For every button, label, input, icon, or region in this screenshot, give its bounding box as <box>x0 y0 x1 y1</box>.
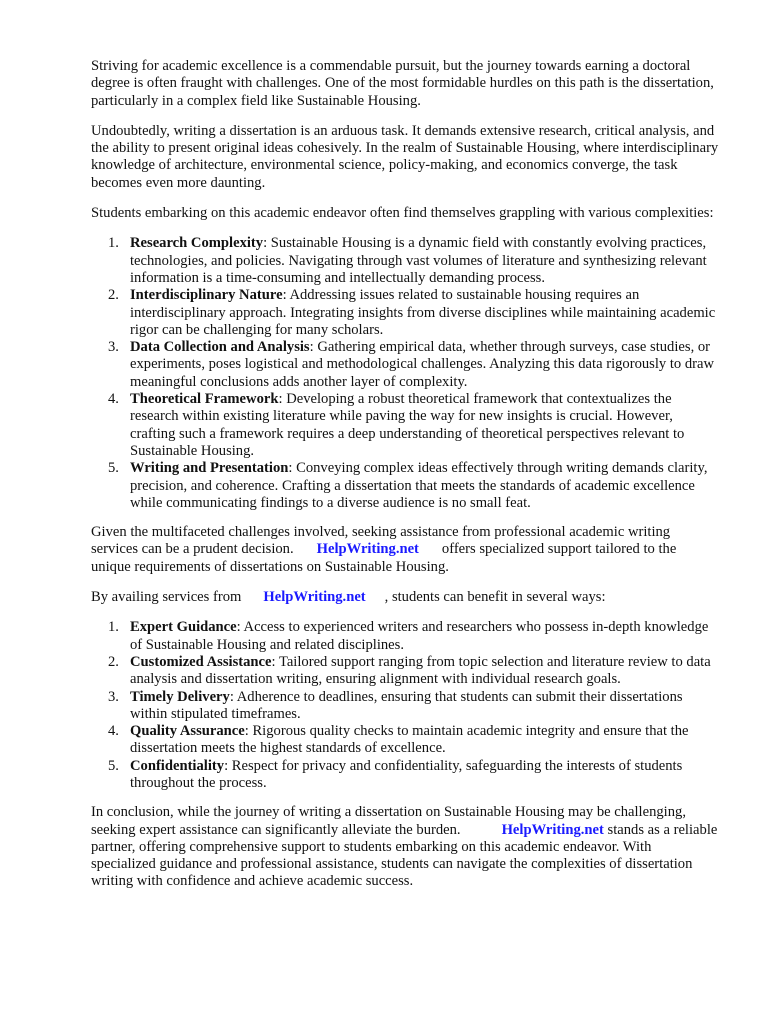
list-text: Tailored support ranging from topic selection and literature review to data analysis and dissertation writing, ensuring alignment with individual research goals. <box>130 653 711 688</box>
benefits-text-before: By availing services from <box>91 589 242 606</box>
list-separator: : <box>288 460 293 477</box>
list-term: Expert Guidance <box>130 619 237 636</box>
helpwriting-link[interactable]: HelpWriting.net <box>501 821 604 838</box>
helpwriting-link[interactable]: HelpWriting.net <box>316 541 419 558</box>
conclusion-paragraph <box>91 804 719 890</box>
list-item <box>91 723 719 758</box>
helpwriting-link[interactable]: HelpWriting.net <box>263 589 366 606</box>
list-item <box>91 287 719 339</box>
list-separator: : <box>224 757 229 774</box>
list-text: Conveying complex ideas effectively through writing demands clarity, precision, and coherence. Crafting a dissertation that meets the standards of academic excellence while communicating findings to a diverse audience is no small feat. <box>130 460 708 511</box>
assistance-text-before: Given the multifaceted challenges involved, seeking assistance from professional academic writing services can be a prudent decision. <box>91 524 671 558</box>
challenges-list <box>91 235 719 512</box>
assistance-text-after: offers specialized support tailored to the unique requirements of dissertations on Sustainable Housing. <box>91 541 677 575</box>
list-text: Developing a robust theoretical framework that contextualizes the research within existing literature while paving the way for new insights is crucial. However, crafting such a framework requires a deep understanding of theoretical perspectives relevant to Sustainable Housing. <box>130 391 685 459</box>
list-separator: : <box>278 391 283 408</box>
list-separator: : <box>229 688 234 705</box>
list-term: Data Collection and Analysis <box>130 339 310 356</box>
list-number: 2. <box>108 287 119 304</box>
list-term: Theoretical Framework <box>130 391 279 408</box>
list-text: Adherence to deadlines, ensuring that students can submit their dissertations within stipulated timeframes. <box>130 688 683 722</box>
list-term: Quality Assurance <box>130 723 245 740</box>
list-term: Timely Delivery <box>130 688 230 705</box>
difficulty-paragraph: Undoubtedly, writing a dissertation is an arduous task. It demands extensive research, critical analysis, and the ability to present original ideas cohesively. In the realm of Sustainable Housing, where interdisciplinary knowledge of architecture, environmental science, policy-making, and economics converge, the task becomes even more daunting. <box>91 122 719 191</box>
list-term: Confidentiality <box>130 757 225 774</box>
list-text: Sustainable Housing is a dynamic field with constantly evolving practices, technologies, and policies. Navigating through vast volumes of literature and synthesizing relevant information is a time-consuming and intellectually demanding process. <box>130 235 707 286</box>
list-item <box>91 391 719 460</box>
conclusion-text-after: stands as a reliable partner, offering comprehensive support to students embarking on this academic endeavor. With specialized guidance and professional assistance, students can navigate the complexities of dissertation writing with confidence and achieve academic success. <box>91 821 718 890</box>
list-term: Research Complexity <box>130 235 264 252</box>
list-text: Access to experienced writers and researchers who possess in-depth knowledge of Sustainable Housing and related disciplines. <box>130 619 709 653</box>
benefits-list <box>91 619 719 792</box>
list-number: 4. <box>108 723 119 740</box>
list-separator: : <box>244 723 249 740</box>
list-item <box>91 460 719 512</box>
list-number: 5. <box>108 460 119 477</box>
list-item <box>91 654 719 689</box>
list-separator: : <box>236 619 241 636</box>
list-number: 2. <box>108 653 119 670</box>
list-item <box>91 235 719 287</box>
intro-paragraph: Striving for academic excellence is a commendable pursuit, but the journey towards earning a doctoral degree is often fraught with challenges. One of the most formidable hurdles on this path is the dissertation, particularly in a complex field like Sustainable Housing. <box>91 58 714 109</box>
list-item <box>91 619 719 654</box>
list-separator: : <box>309 339 314 356</box>
list-separator: : <box>263 235 268 252</box>
list-number: 1. <box>108 235 119 252</box>
list-number: 3. <box>108 339 119 356</box>
list-text: Addressing issues related to sustainable housing requires an interdisciplinary approach. Integrating insights from diverse disciplines while maintaining academic rigor can be challenging for many scholars. <box>130 287 716 338</box>
conclusion-text-before: In conclusion, while the journey of writing a dissertation on Sustainable Housing may be challenging, seeking expert assistance can significantly alleviate the burden. <box>91 804 686 838</box>
assistance-paragraph <box>91 524 719 576</box>
list-item <box>91 689 719 724</box>
list-number: 4. <box>108 391 119 408</box>
list-term: Interdisciplinary Nature <box>130 287 283 304</box>
list-item <box>91 758 719 793</box>
list-separator: : <box>271 653 276 670</box>
list-term: Writing and Presentation <box>130 460 289 477</box>
list-number: 1. <box>108 619 119 636</box>
list-text: Respect for privacy and confidentiality, safeguarding the interests of students throughout the process. <box>130 757 683 791</box>
benefits-intro-paragraph <box>91 589 719 606</box>
list-number: 5. <box>108 757 119 774</box>
benefits-text-after: , students can benefit in several ways: <box>384 589 606 606</box>
list-text: Gathering empirical data, whether through surveys, case studies, or experiments, poses logistical and methodological challenges. Analyzing this data rigorously to draw meaningful conclusions adds another layer of complexity. <box>130 339 715 390</box>
list-text: Rigorous quality checks to maintain academic integrity and ensure that the dissertation meets the highest standards of excellence. <box>130 723 689 757</box>
list-separator: : <box>282 287 287 304</box>
document-page <box>91 58 719 904</box>
list-item <box>91 339 719 391</box>
list-term: Customized Assistance <box>130 653 272 670</box>
complexities-intro-paragraph: Students embarking on this academic endeavor often find themselves grappling with various complexities: <box>91 205 714 222</box>
list-number: 3. <box>108 688 119 705</box>
